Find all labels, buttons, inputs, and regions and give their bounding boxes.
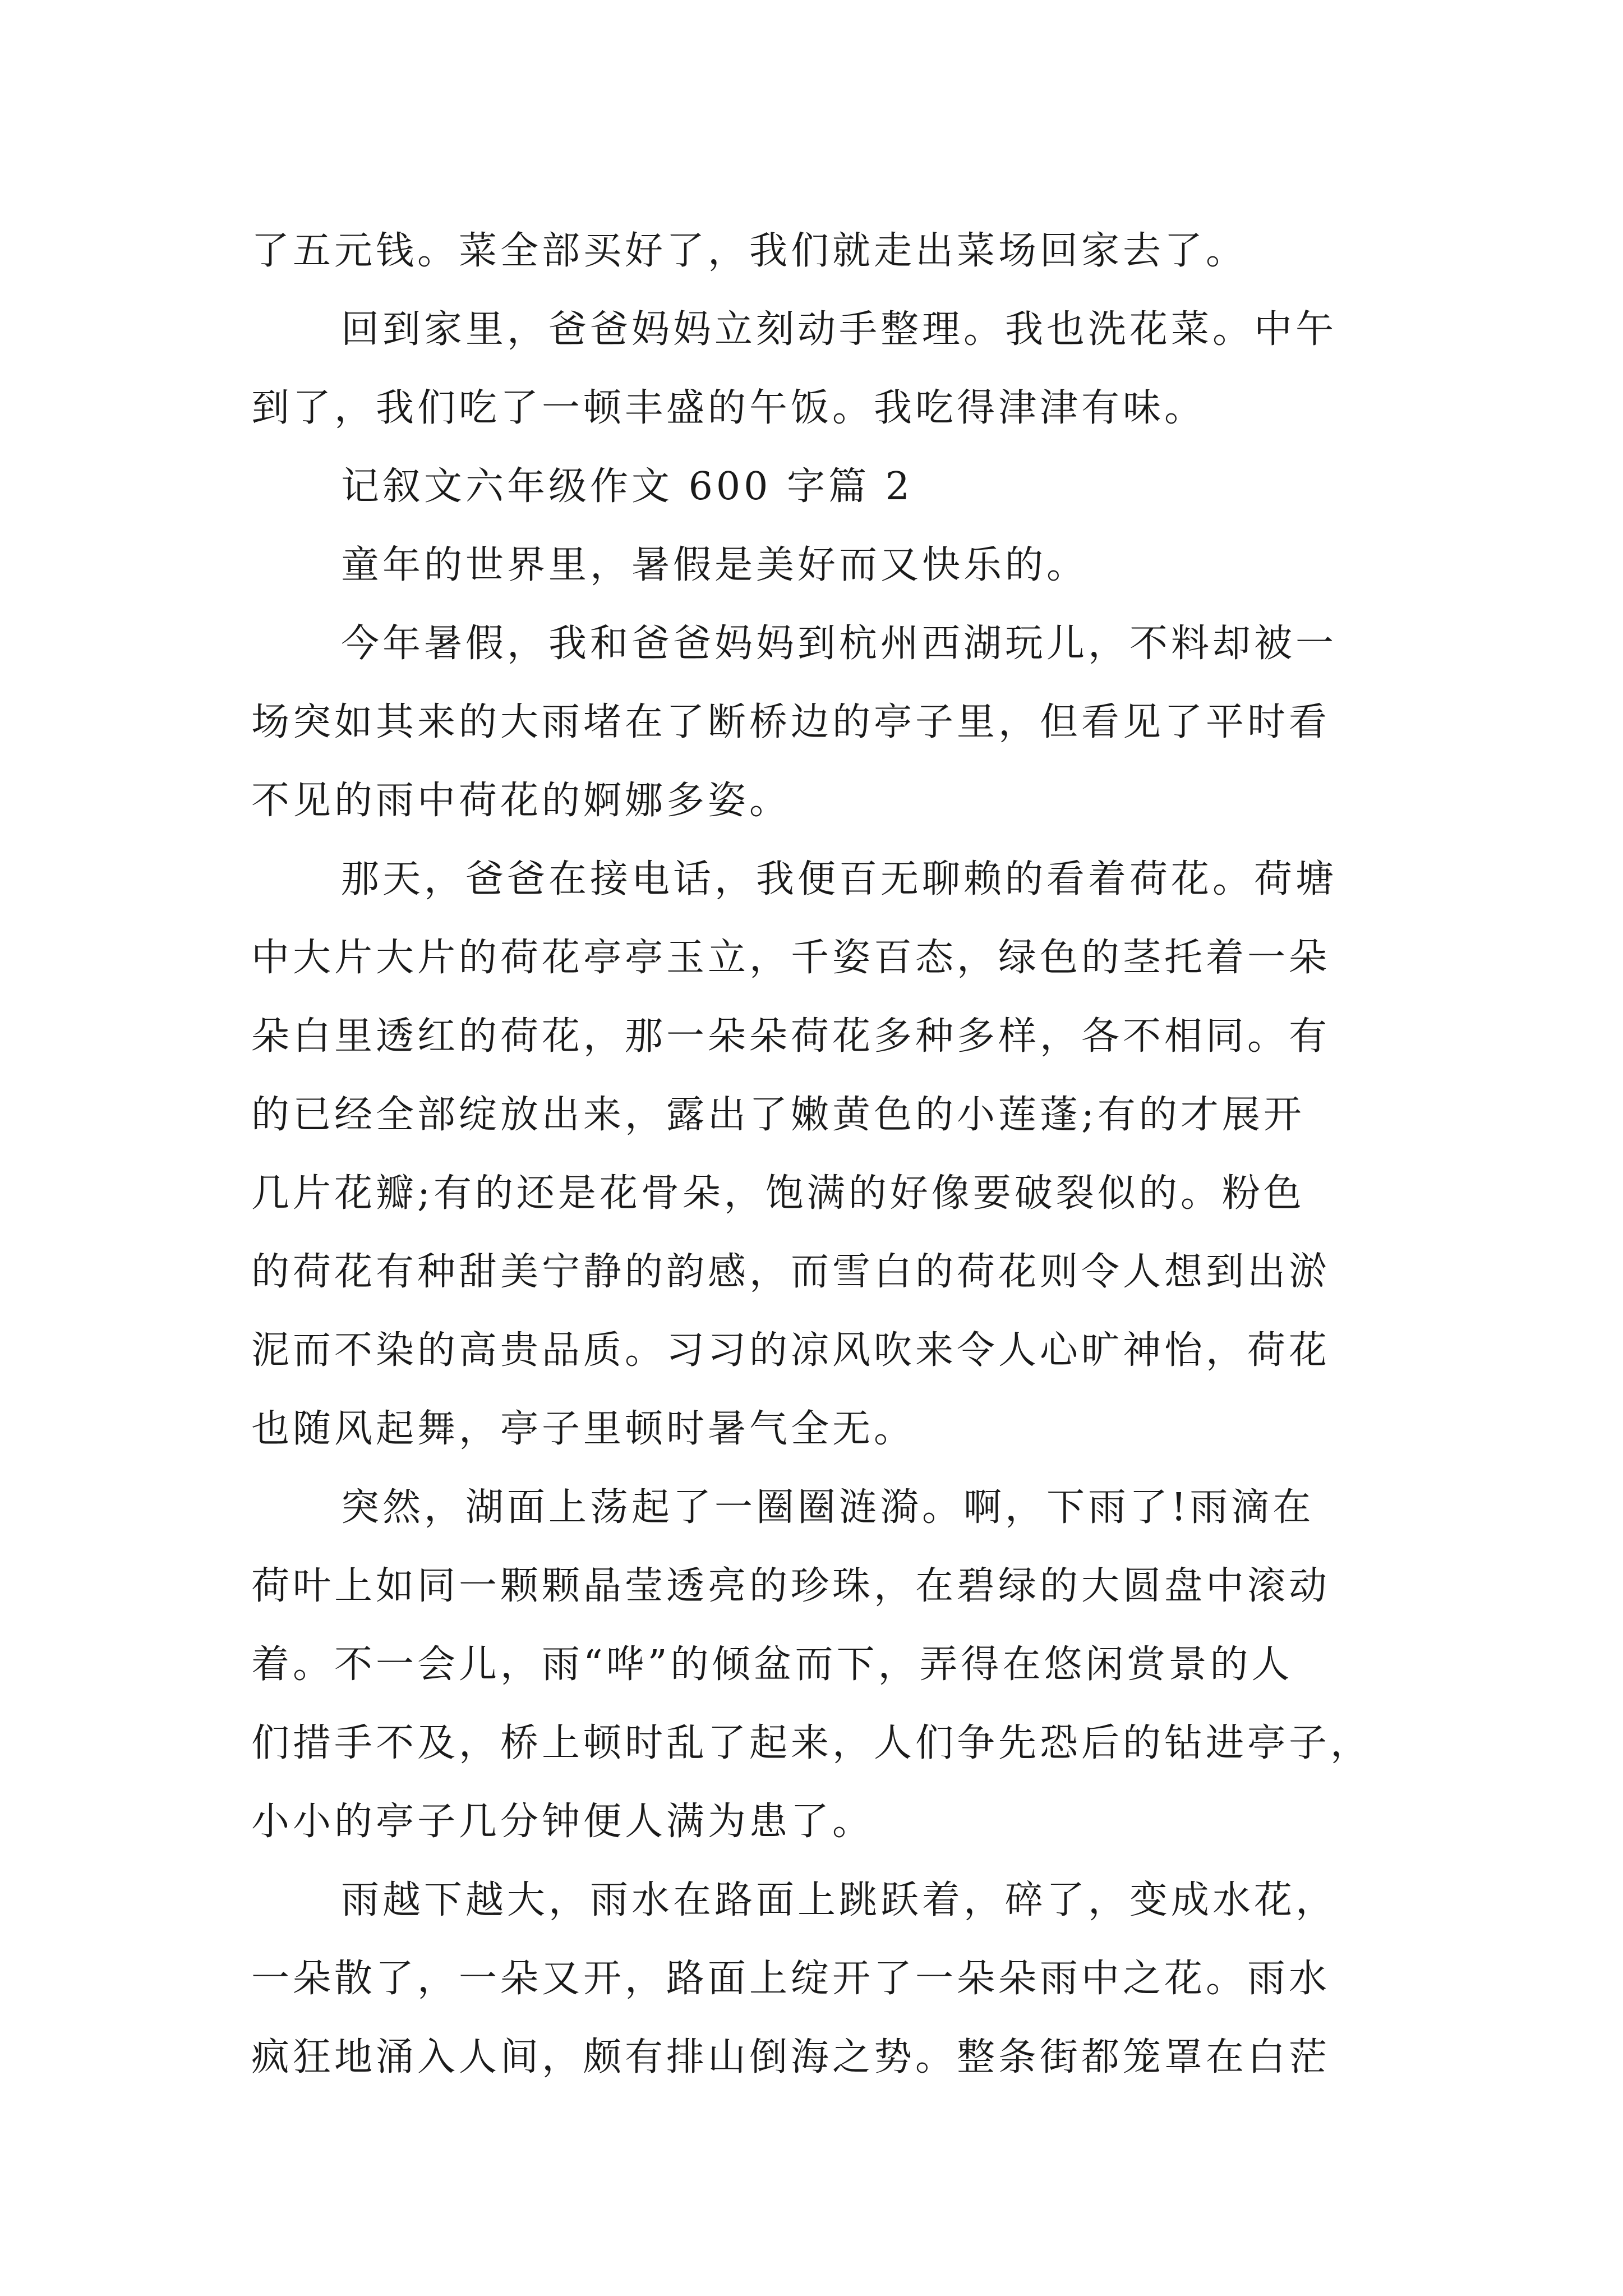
text-line: 疯狂地涌入人间，颇有排山倒海之势。整条街都笼罩在白茫: [251, 2035, 1331, 2079]
text-line: 突然，湖面上荡起了一圈圈涟漪。啊，下雨了!雨滴在: [341, 1485, 1315, 1530]
text-line: 着。不一会儿，雨“哗”的倾盆而下，弄得在悠闲赏景的人: [251, 1642, 1293, 1687]
text-line: 们措手不及，桥上顿时乱了起来，人们争先恐后的钻进亭子，: [251, 1721, 1372, 1765]
text-line: 的已经全部绽放出来，露出了嫩黄色的小莲蓬;有的才展开: [251, 1093, 1305, 1137]
text-line: 荷叶上如同一颗颗晶莹透亮的珍珠，在碧绿的大圆盘中滚动: [251, 1564, 1331, 1608]
text-line: 小小的亭子几分钟便人满为患了。: [251, 1800, 874, 1844]
text-line: 了五元钱。菜全部买好了，我们就走出菜场回家去了。: [251, 229, 1248, 273]
text-line: 雨越下越大，雨水在路面上跳跃着，碎了，变成水花，: [341, 1878, 1338, 1922]
text-line: 童年的世界里，暑假是美好而又快乐的。: [341, 543, 1089, 587]
text-line: 几片花瓣;有的还是花骨朵，饱满的好像要破裂似的。粉色: [251, 1171, 1305, 1216]
text-line: 也随风起舞，亭子里顿时暑气全无。: [251, 1407, 916, 1451]
document-body: [251, 212, 1395, 2097]
section-heading: 记叙文六年级作文 600 字篇 2: [341, 464, 913, 509]
text-line: 朵白里透红的荷花，那一朵朵荷花多种多样，各不相同。有: [251, 1014, 1331, 1059]
text-line: 泥而不染的高贵品质。习习的凉风吹来令人心旷神怡，荷花: [251, 1328, 1331, 1373]
text-line: 今年暑假，我和爸爸妈妈到杭州西湖玩儿，不料却被一: [341, 622, 1338, 666]
text-line: 中大片大片的荷花亭亭玉立，千姿百态，绿色的茎托着一朵: [251, 936, 1331, 980]
text-line: 的荷花有种甜美宁静的韵感，而雪白的荷花则令人想到出淤: [251, 1250, 1331, 1294]
text-line: 到了，我们吃了一顿丰盛的午饭。我吃得津津有味。: [251, 386, 1206, 430]
text-line: 不见的雨中荷花的婀娜多姿。: [251, 779, 791, 823]
text-line: 一朵散了，一朵又开，路面上绽开了一朵朵雨中之花。雨水: [251, 1957, 1331, 2001]
text-line: 场突如其来的大雨堵在了断桥边的亭子里，但看见了平时看: [251, 700, 1331, 744]
text-line: 回到家里，爸爸妈妈立刻动手整理。我也洗花菜。中午: [341, 307, 1338, 352]
text-line: 那天，爸爸在接电话，我便百无聊赖的看着荷花。荷塘: [341, 857, 1338, 901]
